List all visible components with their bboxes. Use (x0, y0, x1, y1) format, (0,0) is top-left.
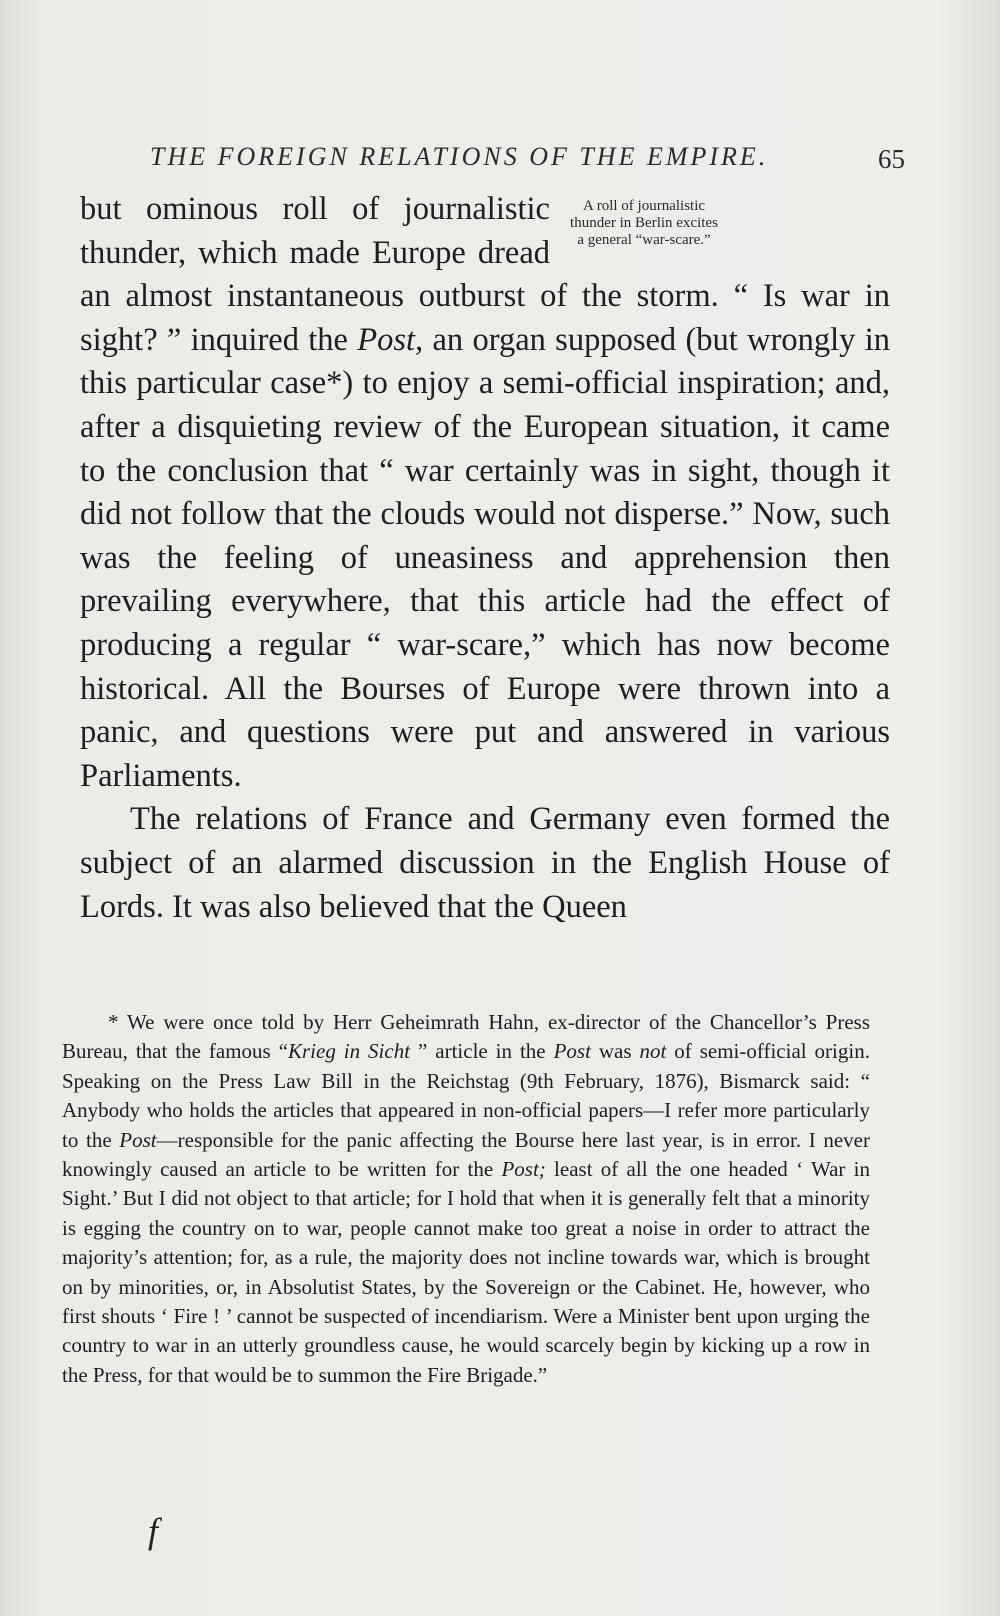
paragraph-1-post: Post, (357, 321, 424, 358)
paragraph-2: The relations of France and Germany even formed the subject of an alarmed discussion in the English House of Lords. It was also believed that the Queen (80, 801, 890, 925)
footnote-s4: of semi-official origin. Speaking on the Press Law Bill in the Reichstag (9th February, 1876), Bismarck said: “ Anybody who holds the articles that appeared in non-official papers—I refer more particularly to the (62, 1039, 870, 1152)
footnote-post-1: Post (553, 1039, 591, 1064)
margin-note-spacer (720, 188, 890, 228)
footnote-post-2: Post (119, 1127, 157, 1152)
footnote-krieg: Krieg in Sicht (287, 1039, 411, 1064)
signature-mark: f (148, 1511, 159, 1551)
footnote-s1: * We were once told by Herr Geheimrath Hahn, ex-director of the Chancellor’s Press Bureau, that the famous “ (62, 1010, 870, 1064)
paragraph-1-text-a: but ominous roll of journalistic thunder, which made Europe dread an almost instantaneous outburst of the storm. “ Is war in sight? ” inquired the (80, 191, 890, 358)
running-title: THE FOREIGN RELATIONS OF THE EMPIRE. (150, 142, 769, 171)
page-number: 65 (878, 144, 905, 174)
paragraph-1-text-b: an organ supposed (but wrongly in this particular case*) to enjoy a semi-official inspiration; and, after a disquieting review of the European situation, it came to the conclusion that “ war certainly was in sight, though it did not follow that the clouds would not disperse.” Now, such was the feeling of uneasiness and apprehension then prevailing everywhere, that this article had the effect of producing a regular “ war-scare,” which has now become historical. All the Bourses of Europe were thrown into a panic, and questions were put and answered in various Parliaments. (80, 321, 890, 794)
footnote-s6: least of all the one headed ‘ War in Sight.’ But I did not object to that article; for I hold that when it is generally felt that a minority is egging the country on to war, people cannot make too great a noise in order to attract the majority’s attention; for, as a rule, the majority does not incline towards war, which is brought on by minorities, or, in Absolutist States, by the Sovereign or the Cabinet. He, however, who first shouts ‘ Fire ! ’ cannot be suspected of incendiarism. Were a Minister bent upon urging the country to war in an utterly groundless cause, he would scarcely begin by kicking up a row in the Press, for that would be to summon the Fire Brigade.” (62, 1157, 871, 1387)
main-text (80, 188, 890, 929)
footnote-text (62, 1008, 870, 1390)
footnote-s2: ” article in the (410, 1039, 554, 1064)
margin-note: A roll of journalistic thunder in Berlin excites a general “war-scare.” (570, 198, 718, 248)
footnote-post-3: Post; (501, 1157, 546, 1182)
footnote-s3: was (590, 1039, 640, 1064)
footnote-s5: —responsible for the panic affecting the Bourse here last year, is in error. I never knowingly caused an article to be written for the (62, 1127, 870, 1182)
paragraph-1 (80, 188, 890, 798)
footnote-not: not (639, 1039, 667, 1064)
page-header (150, 142, 905, 182)
footnote (62, 1008, 870, 1390)
